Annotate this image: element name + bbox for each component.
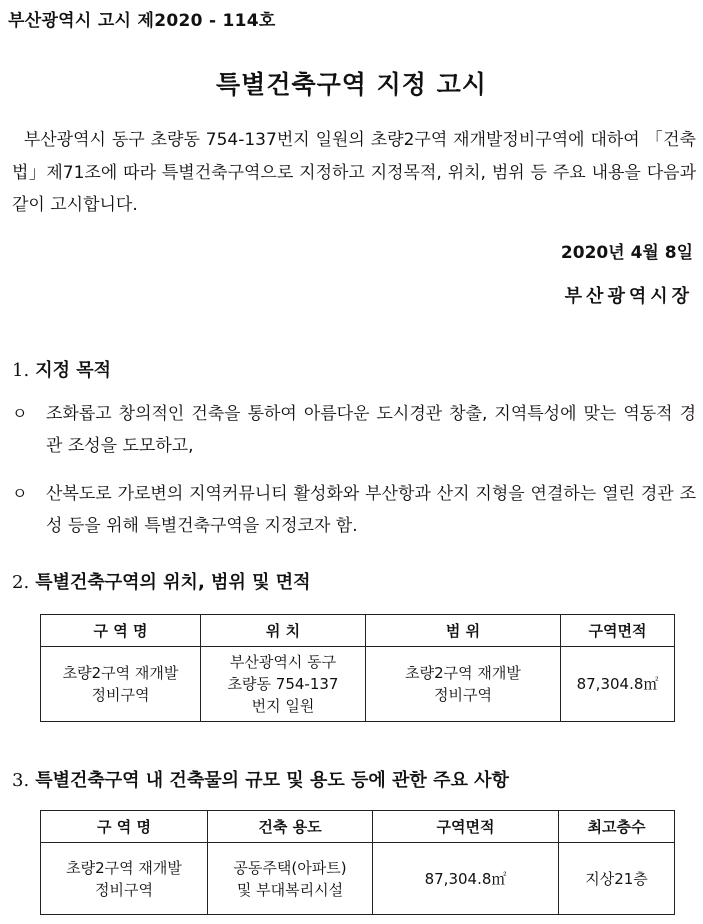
table-row xyxy=(41,647,675,722)
bullet-mark: ㅇ xyxy=(12,484,28,503)
col-header: 구역면적 xyxy=(373,811,559,843)
section3-heading xyxy=(12,766,509,792)
issuer-name: 부산광역시장 xyxy=(564,286,693,307)
section1-heading xyxy=(12,356,111,382)
bullet-text: 조화롭고 창의적인 건축을 통하여 아름다운 도시경관 창출, 지역특성에 맞는 역동적 경관 조성을 도모하고, xyxy=(46,404,696,456)
table-row xyxy=(41,843,675,915)
intro-paragraph xyxy=(12,124,696,222)
col-header: 최고층수 xyxy=(559,811,675,843)
building-table xyxy=(40,810,675,915)
section1-bullet-2 xyxy=(12,478,696,542)
location-table xyxy=(40,614,675,722)
table-cell: 초량2구역 재개발 정비구역 xyxy=(41,647,201,722)
col-header: 구 역 명 xyxy=(41,811,208,843)
section2-title: 특별건축구역의 위치, 범위 및 면적 xyxy=(35,572,311,593)
table-cell: 87,304.8㎡ xyxy=(561,647,675,722)
section1-bullet-1 xyxy=(12,398,696,462)
table-cell: 공동주택(아파트) 및 부대복리시설 xyxy=(208,843,373,915)
col-header: 위 치 xyxy=(201,615,366,647)
bullet-mark: ㅇ xyxy=(12,404,28,423)
col-header: 구역면적 xyxy=(561,615,675,647)
table-cell: 87,304.8㎡ xyxy=(373,843,559,915)
section3-title: 특별건축구역 내 건축물의 규모 및 용도 등에 관한 주요 사항 xyxy=(35,770,509,791)
section3-number: 3. xyxy=(12,770,30,791)
table-cell: 지상21층 xyxy=(559,843,675,915)
section2-number: 2. xyxy=(12,572,30,593)
document-title: 특별건축구역 지정 고시 xyxy=(216,70,487,99)
table-cell: 초량2구역 재개발 정비구역 xyxy=(41,843,208,915)
notice-number: 부산광역시 고시 제2020 - 114호 xyxy=(8,11,276,31)
table-header-row xyxy=(41,811,675,843)
section1-title: 지정 목적 xyxy=(35,360,112,381)
col-header: 구 역 명 xyxy=(41,615,201,647)
intro-text: 부산광역시 동구 초량동 754-137번지 일원의 초량2구역 재개발정비구역에 대하여 「건축법」제71조에 따라 특별건축구역으로 지정하고 지정목적, 위치, 범위 등 주요 내용을 다음과 같이 고시합니다. xyxy=(12,130,696,215)
notice-date: 2020년 4월 8일 xyxy=(560,243,693,263)
section2-heading xyxy=(12,568,311,594)
section1-number: 1. xyxy=(12,360,30,381)
table-cell: 초량2구역 재개발 정비구역 xyxy=(366,647,561,722)
col-header: 건축 용도 xyxy=(208,811,373,843)
table-header-row xyxy=(41,615,675,647)
table-cell: 부산광역시 동구 초량동 754-137 번지 일원 xyxy=(201,647,366,722)
col-header: 범 위 xyxy=(366,615,561,647)
bullet-text: 산복도로 가로변의 지역커뮤니티 활성화와 부산항과 산지 지형을 연결하는 열린 경관 조성 등을 위해 특별건축구역을 지정코자 함. xyxy=(46,484,696,536)
